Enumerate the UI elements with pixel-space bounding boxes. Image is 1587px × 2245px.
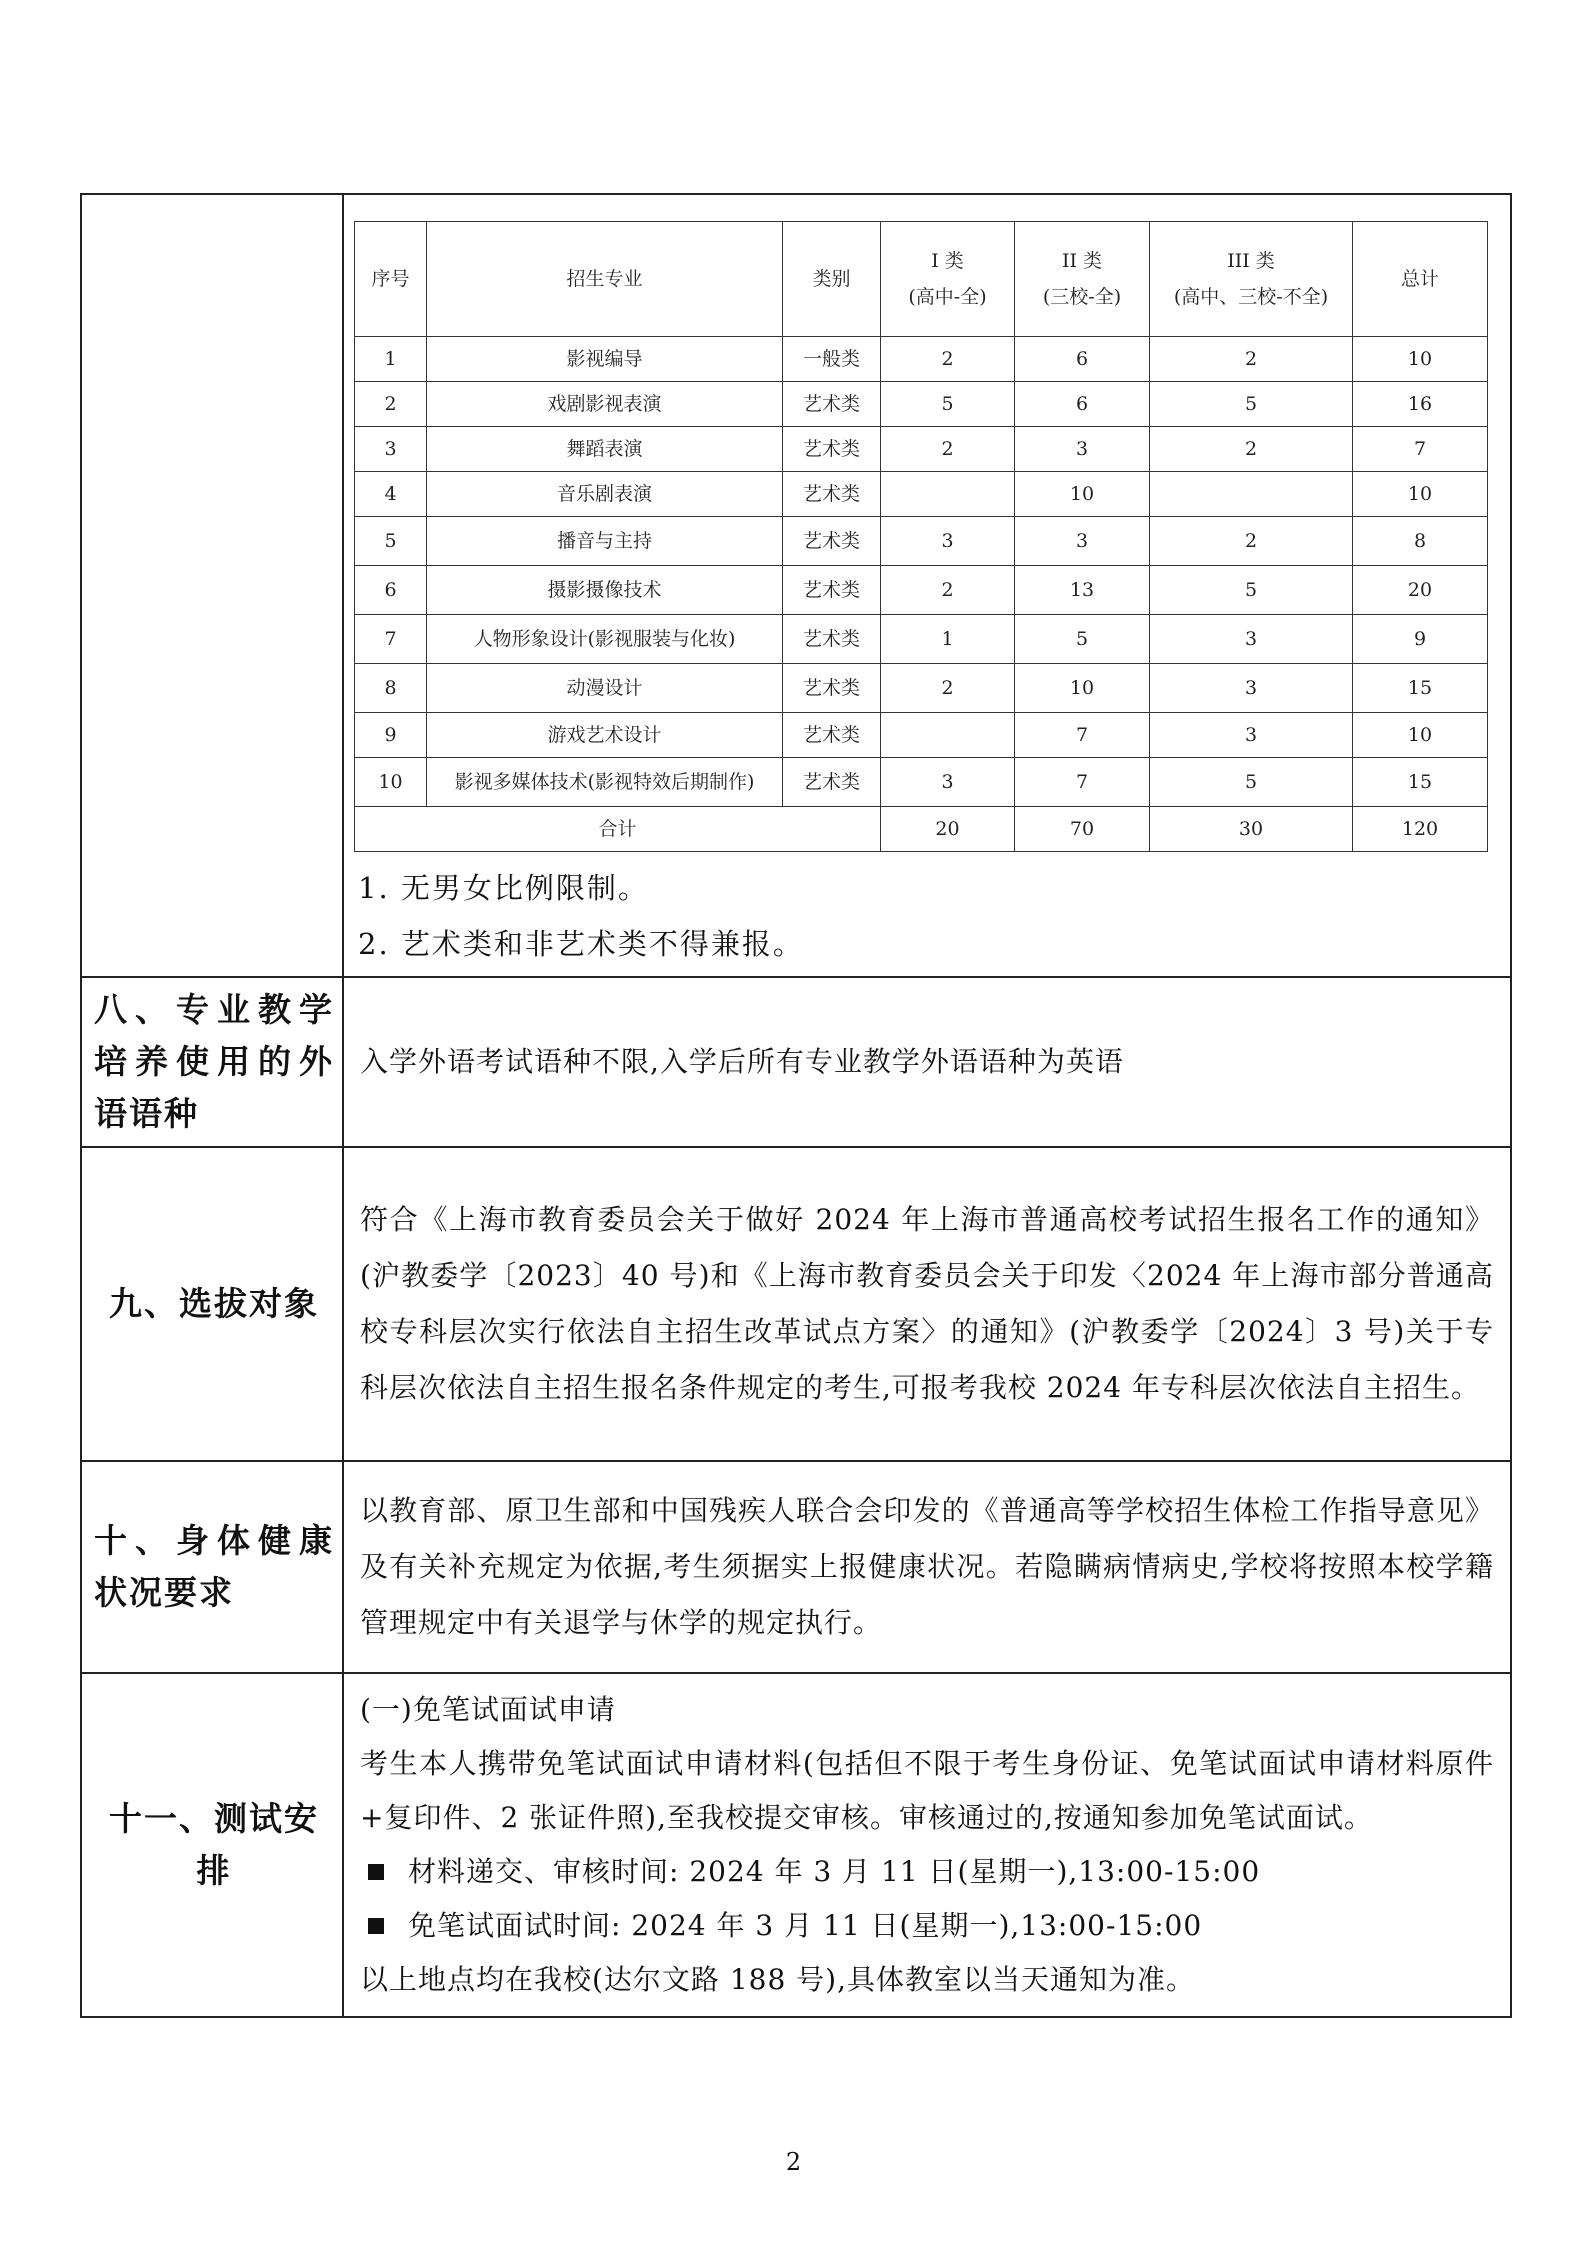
table-row — [355, 615, 1488, 664]
cell-seq: 7 — [355, 615, 427, 664]
cell-seq: 5 — [355, 517, 427, 566]
table-row — [355, 758, 1488, 807]
cell-category: 艺术类 — [783, 382, 881, 427]
note-item: 1. 无男女比例限制。 — [358, 871, 649, 905]
cell-total: 20 — [1353, 566, 1488, 615]
cell-total: 15 — [1353, 758, 1488, 807]
cell-class1: 2 — [881, 566, 1015, 615]
section10-label: 十、身体健康状况要求 — [81, 1461, 343, 1673]
header-class2-sub: (三校-全) — [1042, 286, 1122, 308]
cell-sum-label: 合计 — [355, 807, 881, 852]
cell-seq: 8 — [355, 664, 427, 713]
cell-seq: 9 — [355, 713, 427, 758]
cell-class3: 2 — [1150, 427, 1353, 472]
cell-class1: 3 — [881, 517, 1015, 566]
section11-footer: 以上地点均在我校(达尔文路 188 号),具体教室以当天通知为准。 — [360, 1963, 1195, 1996]
enrollment-content-cell — [343, 194, 1511, 977]
table-row — [355, 713, 1488, 758]
header-class3-title: III 类 — [1227, 250, 1275, 272]
section9-label: 九、选拔对象 — [81, 1147, 343, 1461]
page-number: 2 — [785, 2148, 802, 2176]
cell-class2: 6 — [1015, 337, 1150, 382]
table-row — [355, 517, 1488, 566]
cell-total: 15 — [1353, 664, 1488, 713]
cell-class2: 5 — [1015, 615, 1150, 664]
cell-total: 9 — [1353, 615, 1488, 664]
note-item: 2. 艺术类和非艺术类不得兼报。 — [358, 927, 804, 961]
cell-class2: 3 — [1015, 427, 1150, 472]
table-row — [355, 472, 1488, 517]
header-class1-sub: (高中-全) — [908, 286, 987, 308]
cell-class2: 10 — [1015, 664, 1150, 713]
cell-total: 10 — [1353, 472, 1488, 517]
cell-total: 8 — [1353, 517, 1488, 566]
admission-info-table — [80, 193, 1512, 2018]
square-bullet-icon — [368, 1864, 384, 1880]
cell-class2: 6 — [1015, 382, 1150, 427]
cell-total: 7 — [1353, 427, 1488, 472]
header-class1 — [881, 222, 1015, 337]
section9-row — [81, 1147, 1511, 1461]
section11-bullet1-text: 材料递交、审核时间: 2024 年 3 月 11 日(星期一),13:00-15:00 — [408, 1855, 1261, 1888]
table-row — [355, 382, 1488, 427]
section9-content: 符合《上海市教育委员会关于做好 2024 年上海市普通高校考试招生报名工作的通知》(沪教委学〔2023〕40 号)和《上海市教育委员会关于印发〈2024 年上海市部分普通高校专科层次实行依法自主招生改革试点方案〉的通知》(沪教委学〔2024〕3 号)关于专科层次依法自主招生报名条件规定的考生,可报考我校 2024 年专科层次依法自主招生。 — [343, 1147, 1511, 1461]
header-class3 — [1150, 222, 1353, 337]
cell-class3: 2 — [1150, 337, 1353, 382]
cell-class1 — [881, 472, 1015, 517]
cell-class3: 5 — [1150, 382, 1353, 427]
cell-category: 艺术类 — [783, 472, 881, 517]
header-class3-sub: (高中、三校-不全) — [1173, 286, 1329, 308]
cell-seq: 2 — [355, 382, 427, 427]
cell-total: 10 — [1353, 337, 1488, 382]
cell-category: 艺术类 — [783, 615, 881, 664]
cell-category: 艺术类 — [783, 517, 881, 566]
cell-seq: 4 — [355, 472, 427, 517]
cell-class1: 2 — [881, 427, 1015, 472]
cell-sum-class3: 30 — [1150, 807, 1353, 852]
table-row — [355, 337, 1488, 382]
cell-class1: 1 — [881, 615, 1015, 664]
cell-class3: 3 — [1150, 713, 1353, 758]
header-total: 总计 — [1353, 222, 1488, 337]
cell-class2: 3 — [1015, 517, 1150, 566]
header-category: 类别 — [783, 222, 881, 337]
cell-class3: 3 — [1150, 615, 1353, 664]
enrollment-table — [354, 221, 1488, 852]
enrollment-header-row — [355, 222, 1488, 337]
cell-major: 音乐剧表演 — [427, 472, 783, 517]
header-class2-title: II 类 — [1061, 250, 1103, 272]
cell-total: 16 — [1353, 382, 1488, 427]
cell-category: 一般类 — [783, 337, 881, 382]
section11-subheading: (一)免笔试面试申请 — [360, 1693, 616, 1726]
cell-category: 艺术类 — [783, 427, 881, 472]
cell-total: 10 — [1353, 713, 1488, 758]
cell-class3: 5 — [1150, 758, 1353, 807]
section11-bullet-item — [360, 1845, 1494, 1899]
cell-class1: 2 — [881, 337, 1015, 382]
header-class1-title: I 类 — [931, 250, 964, 272]
section8-content: 入学外语考试语种不限,入学后所有专业教学外语语种为英语 — [343, 977, 1511, 1147]
section8-row — [81, 977, 1511, 1147]
cell-class3: 5 — [1150, 566, 1353, 615]
cell-class1: 2 — [881, 664, 1015, 713]
cell-class3 — [1150, 472, 1353, 517]
table-row — [355, 566, 1488, 615]
table-row — [355, 427, 1488, 472]
cell-sum-total: 120 — [1353, 807, 1488, 852]
cell-class2: 13 — [1015, 566, 1150, 615]
cell-class3: 2 — [1150, 517, 1353, 566]
cell-major: 人物形象设计(影视服装与化妆) — [427, 615, 783, 664]
cell-category: 艺术类 — [783, 713, 881, 758]
cell-class1 — [881, 713, 1015, 758]
header-major: 招生专业 — [427, 222, 783, 337]
section11-paragraph: 考生本人携带免笔试面试申请材料(包括但不限于考生身份证、免笔试面试申请材料原件+复印件、2 张证件照),至我校提交审核。审核通过的,按通知参加免笔试面试。 — [360, 1747, 1494, 1834]
cell-class2: 7 — [1015, 713, 1150, 758]
cell-class1: 3 — [881, 758, 1015, 807]
square-bullet-icon — [368, 1918, 384, 1934]
cell-sum-class2: 70 — [1015, 807, 1150, 852]
section10-row — [81, 1461, 1511, 1673]
enrollment-notes — [354, 852, 1492, 972]
cell-seq: 6 — [355, 566, 427, 615]
header-class2 — [1015, 222, 1150, 337]
header-seq: 序号 — [355, 222, 427, 337]
cell-major: 影视编导 — [427, 337, 783, 382]
cell-major: 摄影摄像技术 — [427, 566, 783, 615]
cell-class2: 7 — [1015, 758, 1150, 807]
enrollment-plan-row — [81, 194, 1511, 977]
cell-sum-class1: 20 — [881, 807, 1015, 852]
section11-label: 十一、测试安排 — [81, 1673, 343, 2017]
section11-bullet2-text: 免笔试面试时间: 2024 年 3 月 11 日(星期一),13:00-15:00 — [408, 1909, 1203, 1942]
cell-major: 游戏艺术设计 — [427, 713, 783, 758]
table-row — [355, 664, 1488, 713]
cell-major: 动漫设计 — [427, 664, 783, 713]
cell-major: 戏剧影视表演 — [427, 382, 783, 427]
section10-content: 以教育部、原卫生部和中国残疾人联合会印发的《普通高等学校招生体检工作指导意见》及有关补充规定为依据,考生须据实上报健康状况。若隐瞒病情病史,学校将按照本校学籍管理规定中有关退学与休学的规定执行。 — [343, 1461, 1511, 1673]
cell-major: 舞蹈表演 — [427, 427, 783, 472]
cell-class3: 3 — [1150, 664, 1353, 713]
cell-category: 艺术类 — [783, 758, 881, 807]
cell-major: 播音与主持 — [427, 517, 783, 566]
section11-row — [81, 1673, 1511, 2017]
table-sum-row — [355, 807, 1488, 852]
cell-seq: 3 — [355, 427, 427, 472]
enrollment-label-cell — [81, 194, 343, 977]
cell-seq: 10 — [355, 758, 427, 807]
cell-seq: 1 — [355, 337, 427, 382]
cell-major: 影视多媒体技术(影视特效后期制作) — [427, 758, 783, 807]
cell-category: 艺术类 — [783, 664, 881, 713]
cell-category: 艺术类 — [783, 566, 881, 615]
section8-label: 八、专业教学培养使用的外语语种 — [81, 977, 343, 1147]
cell-class1: 5 — [881, 382, 1015, 427]
section11-content — [343, 1673, 1511, 2017]
cell-class2: 10 — [1015, 472, 1150, 517]
section11-bullet-item — [360, 1899, 1494, 1953]
